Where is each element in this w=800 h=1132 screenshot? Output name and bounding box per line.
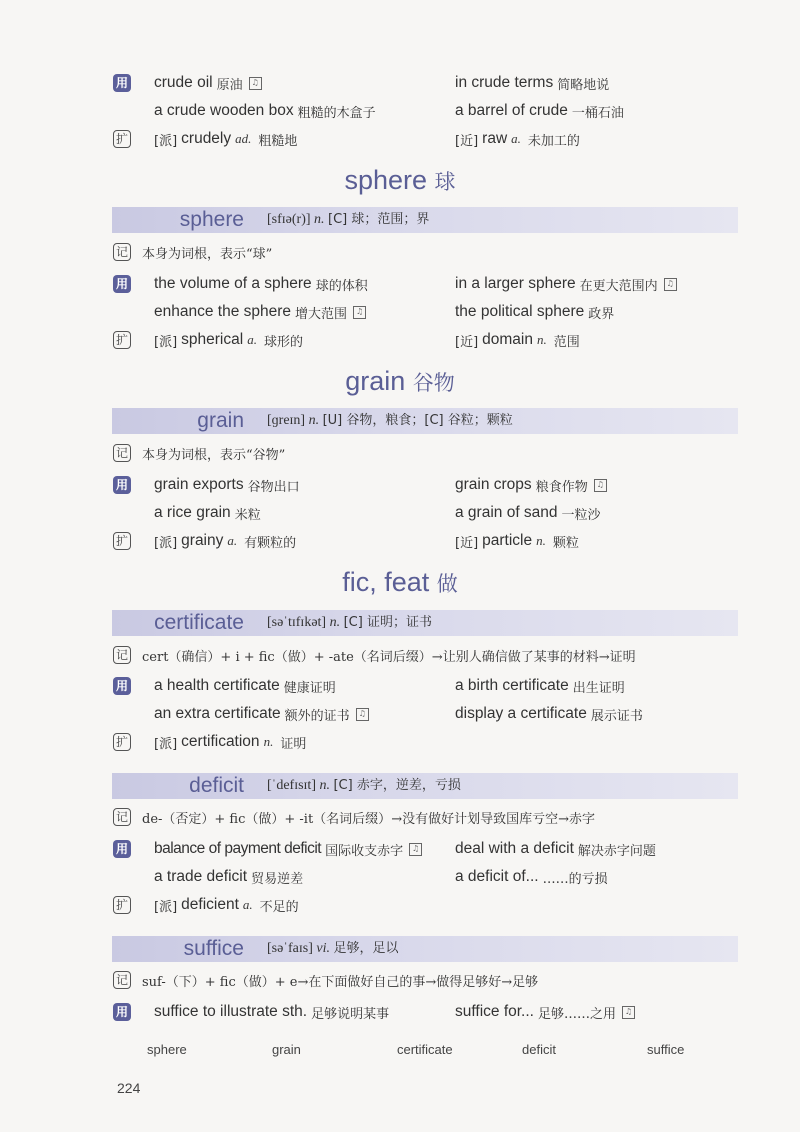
extension-icon: 扩 — [113, 130, 131, 148]
use-phrase: a health certificate 健康证明 — [154, 677, 336, 696]
memory-icon: 记 — [113, 243, 131, 261]
headword-bar — [112, 207, 738, 233]
use-phrase: a deficit of... ……的亏损 — [455, 868, 608, 887]
use-phrase: a rice grain 米粒 — [154, 504, 261, 523]
headword: deficit — [189, 774, 244, 797]
use-icon: 用 — [113, 74, 131, 92]
use-phrase: a birth certificate 出生证明 — [455, 677, 625, 696]
use-phrase: a trade deficit 贸易逆差 — [154, 868, 304, 887]
derivative: [派] certification n. 证明 — [154, 733, 307, 752]
definition: [ɡreɪn] n. [U] 谷物，粮食；[C] 谷粒；颗粒 — [267, 413, 513, 428]
use-phrase: grain exports 谷物出口 — [154, 476, 300, 495]
use-icon: 用 — [113, 476, 131, 494]
memory-icon: 记 — [113, 971, 131, 989]
footer-word[interactable]: deficit — [522, 1042, 556, 1057]
memory-note: suf-（下）+ fic（做）+ e →在下面做好自己的事→做得足够好→足够 — [142, 974, 539, 990]
audio-icon[interactable]: ♫ — [622, 1006, 635, 1019]
footer-word[interactable]: grain — [272, 1042, 301, 1057]
use-phrase: deal with a deficit 解决赤字问题 — [455, 840, 656, 859]
extension-icon: 扩 — [113, 896, 131, 914]
derivative: [派] deficient a. 不足的 — [154, 896, 299, 915]
headword: suffice — [183, 937, 244, 960]
use-icon: 用 — [113, 677, 131, 695]
headword: certificate — [154, 611, 244, 634]
headword: grain — [197, 409, 244, 432]
extension-icon: 扩 — [113, 532, 131, 550]
use-phrase: enhance the sphere 增大范围 ♫ — [154, 299, 366, 325]
use-phrase: balance of payment deficit 国际收支赤字 ♫ — [154, 836, 422, 862]
definition: [ˈdefɪsɪt] n. [C] 赤字，逆差，亏损 — [267, 778, 461, 793]
memory-note: cert（确信）+ i + fic（做）+ -ate（名词后缀） →让别人确信做了某事的材料→证明 — [142, 649, 636, 665]
footer-word[interactable]: sphere — [147, 1042, 187, 1057]
use-phrase: an extra certificate 额外的证书 ♫ — [154, 701, 369, 727]
audio-icon[interactable]: ♫ — [249, 77, 262, 90]
derivative: [派] crudely ad. 粗糙地 — [154, 130, 298, 149]
definition: [səˈtɪfɪkət] n. [C] 证明；证书 — [267, 615, 432, 630]
memory-note: 本身为词根，表示“谷物” — [142, 447, 286, 463]
use-icon: 用 — [113, 1003, 131, 1021]
definition: [səˈfaɪs] vi. 足够，足以 — [267, 941, 399, 956]
memory-note: 本身为词根，表示“球” — [142, 246, 273, 262]
use-phrase: display a certificate 展示证书 — [455, 705, 643, 724]
use-icon: 用 — [113, 840, 131, 858]
use-phrase: a barrel of crude 一桶石油 — [455, 102, 624, 121]
root-title: fic, feat 做 — [342, 567, 458, 597]
use-phrase: in crude terms 简略地说 — [455, 74, 610, 93]
use-phrase: suffice for... 足够……之用 ♫ — [455, 999, 635, 1025]
audio-icon[interactable]: ♫ — [409, 843, 422, 856]
extension-icon: 扩 — [113, 331, 131, 349]
footer-word[interactable]: suffice — [647, 1042, 685, 1057]
use-phrase: the political sphere 政界 — [455, 303, 615, 322]
extension-icon: 扩 — [113, 733, 131, 751]
synonym: [近] raw a. 未加工的 — [455, 130, 580, 149]
headword-bar — [112, 610, 738, 636]
root-title: grain 谷物 — [345, 366, 455, 396]
audio-icon[interactable]: ♫ — [356, 708, 369, 721]
use-phrase: a crude wooden box 粗糙的木盒子 — [154, 102, 376, 121]
audio-icon[interactable]: ♫ — [353, 306, 366, 319]
use-phrase: suffice to illustrate sth. 足够说明某事 — [154, 1003, 390, 1022]
use-phrase: the volume of a sphere 球的体积 — [154, 275, 368, 294]
page-number: 224 — [117, 1080, 141, 1096]
synonym: [近] particle n. 颗粒 — [455, 532, 579, 551]
headword-bar — [112, 408, 738, 434]
headword-bar — [112, 773, 738, 799]
derivative: [派] spherical a. 球形的 — [154, 331, 303, 350]
footer-word[interactable]: certificate — [397, 1042, 453, 1057]
memory-note: de-（否定）+ fic（做）+ -it（名词后缀） →没有做好计划导致国库亏空→赤字 — [142, 811, 595, 827]
synonym: [近] domain n. 范围 — [455, 331, 580, 350]
headword: sphere — [179, 208, 244, 231]
definition: [sfɪə(r)] n. [C] 球；范围；界 — [267, 212, 430, 227]
memory-icon: 记 — [113, 808, 131, 826]
root-title: sphere 球 — [344, 165, 456, 195]
memory-icon: 记 — [113, 444, 131, 462]
use-phrase: a grain of sand 一粒沙 — [455, 504, 601, 523]
use-phrase: in a larger sphere 在更大范围内 ♫ — [455, 271, 677, 297]
memory-icon: 记 — [113, 646, 131, 664]
use-phrase: crude oil 原油 ♫ — [154, 70, 262, 96]
use-phrase: grain crops 粮食作物 ♫ — [455, 472, 607, 498]
audio-icon[interactable]: ♫ — [664, 278, 677, 291]
use-icon: 用 — [113, 275, 131, 293]
derivative: [派] grainy a. 有颗粒的 — [154, 532, 297, 551]
footer-word-index — [0, 1042, 800, 1062]
audio-icon[interactable]: ♫ — [594, 479, 607, 492]
headword-bar — [112, 936, 738, 962]
